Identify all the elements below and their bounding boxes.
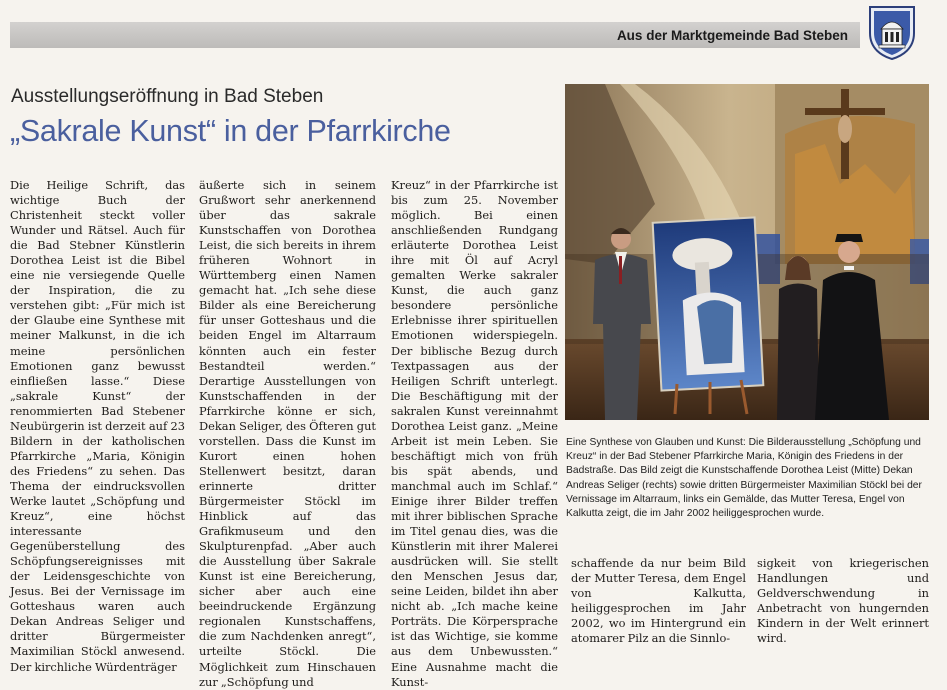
article-kicker: Ausstellungseröffnung in Bad Steben — [11, 86, 324, 107]
article-column-2: äußerte sich in seinem Grußwort sehr anerkennend über das sakrale Kunstschaffen von Dorothea Leist, die sich bereits in ihrem früheren Wohnort in Württemberg einen Namen gemacht hat. „Ich sehe diese Bilder als eine Bereicherung für unser Gotteshaus und die beiden Engel im Altarraum könnten auch ein fester Bestandteil werden.“ Derartige Ausstellungen von Kunstschaffenden in der Pfarrkirche könne er sich, Dekan Seliger, des Öfteren gut vorstellen. Dass die Kunst im Kurort einen hohen Stellenwert besitzt, daran erinnerte dritter Bürgermeister Stöckl im Hinblick auf das Grafikmuseum und den Skulpturenpfad. „Aber auch die Ausstellung über Sakrale Kunst ist eine Bereicherung, sicher aber auch eine beeindruckende Ergänzung regionalen Kunstschaffens, die zum Nachdenken anregt“, urteilte Stöckl. Die Möglichkeit zum Hinschauen zur „Schöpfung und — [199, 178, 376, 689]
article-headline: „Sakrale Kunst“ in der Pfarrkirche — [10, 114, 451, 148]
article-column-1: Die Heilige Schrift, das wichtige Buch der Christenheit steckt voller Wunder und Rätsel. Auch für die Bad Stebner Künstlerin Dorothea Leist ist die Bibel eine nie versiegende Quelle der Inspiration, die zu verstehen gibt: „Für mich ist der Glaube eine Synthese mit meiner Malkunst, in die ich meine persönlichen Emotionen ganz bewusst einfließen lasse.“ Diese „sakrale Kunst“ der renommierten Bad Stebener Neubürgerin ist derzeit auf 23 Bildern in der katholischen Pfarrkirche „Maria, Königin des Friedens“ zu sehen. Das Thema der eindrucksvollen Werke lautet „Schöpfung und Kreuz“, eine höchst interessante Gegenüberstellung des Schöpfungsereignisses mit der Leidensgeschichte von Jesus. Bei der Vernissage im Gotteshaus waren auch Dekan Andreas Seliger und dritter Bürgermeister Maximilian Stöckl anwesend. Der kirchliche Würdenträger — [10, 178, 185, 674]
article-column-5: sigkeit von kriegerischen Handlungen und Geldverschwendung in Anbetracht von hungernden Kindern in der Welt erinnert wird. — [757, 556, 929, 646]
section-header-bar — [10, 22, 860, 48]
article-column-3: Kreuz“ in der Pfarrkirche ist bis zum 25. November möglich. Bei einen anschließenden Rundgang erläuterte Dorothea Leist ihre mit Öl auf Acryl gemalten Werke sakraler Kunst, die auch ganz besondere persönliche Erlebnisse ihrer spirituellen Emotionen widerspiegeln. Der biblische Bezug durch Textpassagen aus der Heiligen Schrift unterlegt. Die Beschäftigung mit der sakralen Kunst vereinnahmt Dorothea Leist ganz. „Meine Arbeit ist mein Leben. Sie beschäftigt mich von früh bis spät abends, und manchmal auch im Schlaf.“ Einige ihrer Bilder treffen mit ihrer biblischen Sprache im Titel genau dies, was die Künstlerin mit ihrer Malerei ausdrücken will. Sie stellt den Menschen Jesus dar, seine Leiden, bildet ihn aber nicht ab. „Ich mache keine Porträts. Die Körpersprache ist das Wichtige, sie komme aus dem Unbewussten.“ Eine Ausnahme macht die Kunst- — [391, 178, 558, 689]
section-title: Aus der Marktgemeinde Bad Steben — [616, 27, 848, 43]
coat-of-arms-icon — [866, 3, 918, 61]
photo-caption: Eine Synthese von Glauben und Kunst: Die Bilderausstellung „Schöpfung und Kreuz“ in der Bad Stebener Pfarrkirche Maria, Königin des Friedens in der Badstraße. Das Bild zeigt die Kunstschaffende Dorothea Leist (Mitte) Dekan Andreas Seliger (rechts) sowie dritten Bürgermeister Maximilian Stöckl bei der Vernissage im Altarraum, links ein Gemälde, das Mutter Teresa, Engel von Kalkutta zeigt, die im Jahr 2002 heiliggesprochen wurde. — [566, 437, 922, 520]
article-photo — [565, 84, 929, 420]
article-column-4: schaffende da nur beim Bild der Mutter Teresa, dem Engel von Kalkutta, heiliggesprochen im Jahr 2002, wo im Hintergrund ein atomarer Pilz an die Sinnlo- — [571, 556, 746, 646]
